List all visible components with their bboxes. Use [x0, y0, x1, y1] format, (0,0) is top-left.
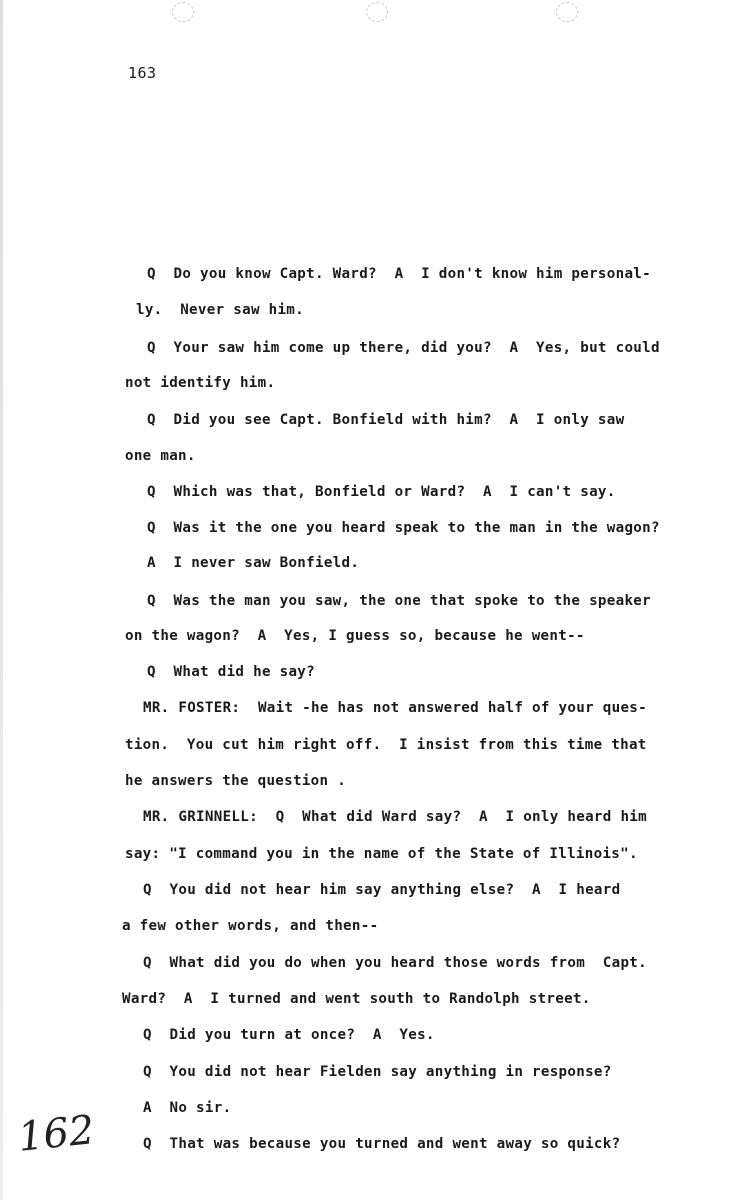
transcript-line: Q Your saw him come up there, did you? A Yes, but could: [147, 340, 660, 356]
transcript-line: tion. You cut him right off. I insist from this time that: [125, 737, 647, 753]
transcript-line: A I never saw Bonfield.: [147, 555, 360, 571]
handwritten-page-number: 162: [15, 1107, 97, 1161]
transcript-line: A No sir.: [143, 1100, 232, 1116]
transcript-line: MR. FOSTER: Wait -he has not answered half of your ques-: [143, 700, 647, 716]
transcript-line: Q Which was that, Bonfield or Ward? A I can't say.: [147, 484, 616, 500]
transcript-line: Q What did you do when you heard those words from Capt.: [143, 955, 647, 971]
transcript-line: Q Do you know Capt. Ward? A I don't know him personal-: [147, 266, 651, 282]
transcript-line: Q You did not hear Fielden say anything in response?: [143, 1064, 612, 1080]
transcript-line: Q Was it the one you heard speak to the man in the wagon?: [147, 520, 660, 536]
transcript-line: Q That was because you turned and went away so quick?: [143, 1136, 621, 1152]
transcript-line: Q You did not hear him say anything else? A I heard: [143, 882, 621, 898]
transcript-line: he answers the question .: [125, 773, 347, 789]
page-number: 163: [128, 64, 157, 82]
transcript-line: Q Did you see Capt. Bonfield with him? A I only saw: [147, 412, 625, 428]
transcript-line: Q Did you turn at once? A Yes.: [143, 1027, 435, 1043]
transcript-line: Ward? A I turned and went south to Randolph street.: [122, 991, 591, 1007]
transcript-line: MR. GRINNELL: Q What did Ward say? A I only heard him: [143, 809, 647, 825]
transcript-line: ly. Never saw him.: [136, 302, 304, 318]
transcript-line: one man.: [125, 448, 196, 464]
transcript-line: a few other words, and then--: [122, 918, 379, 934]
transcript-line: Q Was the man you saw, the one that spoke to the speaker: [147, 593, 651, 609]
transcript-line: say: "I command you in the name of the State of Illinois".: [125, 846, 638, 862]
transcript-line: Q What did he say?: [147, 664, 315, 680]
transcript-line: not identify him.: [125, 375, 276, 391]
transcript-line: on the wagon? A Yes, I guess so, because he went--: [125, 628, 585, 644]
